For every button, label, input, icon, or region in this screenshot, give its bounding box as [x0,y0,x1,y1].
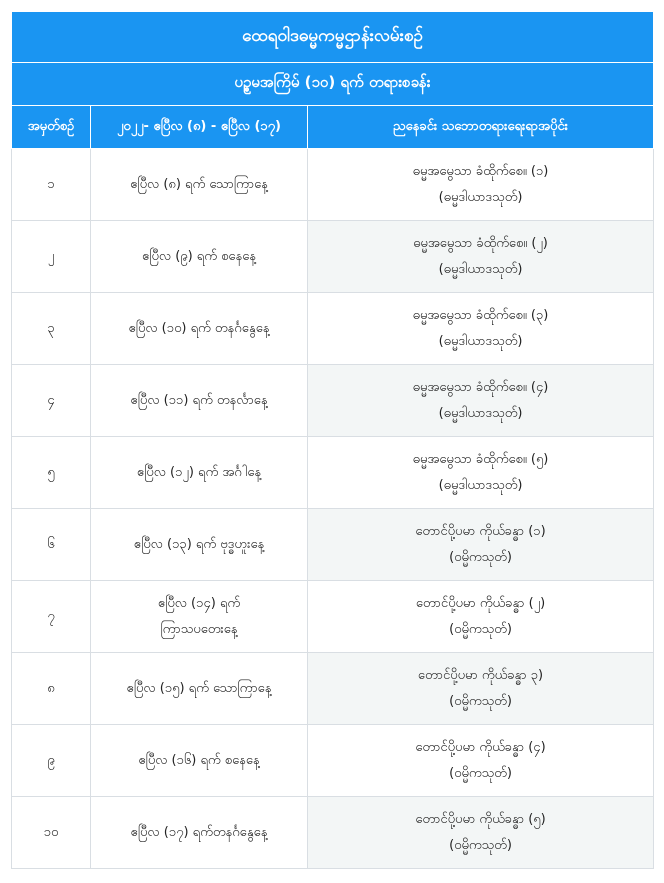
row-number: ၇ [12,581,91,653]
table-row [12,725,654,797]
row-number: ၂ [12,221,91,293]
row-topic-line: တောင်ပို့ပမာ ကိုယ်ခန္ဓာ ၃) [417,667,544,683]
row-number: ၆ [12,509,91,581]
title-row [12,12,654,63]
row-date-line: ဧပြီလ (၈) ရက် သောကြာနေ့ [130,176,268,192]
row-topic-line: ဓမ္မအမွေသာ ခံထိုက်စေ။ (၅) [412,451,549,467]
row-date-line: ဧပြီလ (၁၄) ရက် [157,595,241,611]
row-topic-line: ဓမ္မအမွေသာ ခံထိုက်စေ။ (၄) [412,379,549,395]
row-topic [308,293,654,365]
row-topic-line: (ဓမ္မဒါယာဒသုတ်) [438,261,523,277]
table-row [12,149,654,221]
row-date-line: ဧပြီလ (၁၅) ရက် သောကြာနေ့ [126,680,272,696]
row-number: ၁၀ [12,797,91,869]
row-date [91,797,308,869]
row-date-line: ဧပြီလ (၉) ရက် စနေနေ့ [141,248,257,264]
row-date [91,437,308,509]
row-number: ၃ [12,293,91,365]
row-topic [308,437,654,509]
table-row [12,365,654,437]
row-number: ၈ [12,653,91,725]
subtitle-row [12,63,654,106]
row-date-line: ဧပြီလ (၁၇) ရက်တနင်္ဂနွေနေ့ [130,824,268,840]
table-row [12,293,654,365]
row-date-line: ဧပြီလ (၁၂) ရက် အင်္ဂါနေ့ [136,464,262,480]
schedule-table [11,11,654,869]
row-topic [308,509,654,581]
row-topic-line: (ဝမ္မိကသုတ်) [449,765,512,781]
row-number: ၅ [12,437,91,509]
header-row [12,106,654,149]
table-row [12,581,654,653]
row-topic [308,149,654,221]
row-topic-line: တောင်ပို့ပမာ ကိုယ်ခန္ဓာ (၅) [415,811,546,827]
row-date [91,653,308,725]
row-date-line: ဧပြီလ (၁၃) ရက် ဗုဒ္ဓဟူးနေ့ [133,536,265,552]
row-date [91,509,308,581]
row-topic [308,653,654,725]
row-topic [308,725,654,797]
row-date-line: ကြာသပတေးနေ့ [160,621,238,637]
row-topic [308,581,654,653]
row-topic-line: (ဝမ္မိကသုတ်) [449,621,512,637]
row-number: ၁ [12,149,91,221]
row-topic [308,221,654,293]
row-date [91,293,308,365]
row-date [91,725,308,797]
row-number: ၄ [12,365,91,437]
row-date-line: ဧပြီလ (၁၀) ရက် တနင်္ဂနွေနေ့ [128,320,270,336]
row-date [91,581,308,653]
row-topic-line: တောင်ပို့ပမာ ကိုယ်ခန္ဓာ (၁) [415,523,546,539]
row-topic-line: (ဓမ္မဒါယာဒသုတ်) [438,477,523,493]
table-subtitle: ပဥ္စမအကြိမ် (၁၀) ရက် တရားစခန်း [12,63,654,106]
row-topic-line: (ဓမ္မဒါယာဒသုတ်) [438,333,523,349]
row-date [91,365,308,437]
row-date [91,149,308,221]
table-row [12,653,654,725]
row-topic-line: (ဝမ္မိကသုတ်) [449,837,512,853]
row-topic-line: ဓမ္မအမွေသာ ခံထိုက်စေ။ (၂) [413,235,548,251]
table-title: ထေရဝါဒဓမ္မကမ္မဌာန်းလမ်းစဥ် [12,12,654,63]
table-row [12,437,654,509]
row-topic [308,797,654,869]
row-topic-line: ဓမ္မအမွေသာ ခံထိုက်စေ။ (၃) [412,307,549,323]
header-no: အမှတ်စဥ် [12,106,91,149]
table-row [12,509,654,581]
table-row [12,221,654,293]
header-place: ညနေခင်း သဘောတရားရေးရာအပိုင်း [308,106,654,149]
row-date [91,221,308,293]
schedule-container [11,11,653,869]
row-date-line: ဧပြီလ (၁၁) ရက် တနင်္လာနေ့ [130,392,268,408]
table-row [12,797,654,869]
row-date-line: ဧပြီလ (၁၆) ရက် စနေနေ့ [138,752,260,768]
row-topic-line: ဓမ္မအမွေသာ ခံထိုက်စေ။ (၁) [412,163,549,179]
row-topic-line: (ဝမ္မိကသုတ်) [449,549,512,565]
row-number: ၉ [12,725,91,797]
table-body [12,149,654,869]
row-topic-line: (ဓမ္မဒါယာဒသုတ်) [438,405,523,421]
header-date: ၂၀၂၂- ဧပြီလ (၈) - ဧပြီလ (၁၇) [91,106,308,149]
row-topic-line: တောင်ပို့ပမာ ကိုယ်ခန္ဓာ (၂) [415,595,546,611]
row-topic-line: (ဝမ္မိကသုတ်) [449,693,512,709]
row-topic-line: တောင်ပို့ပမာ ကိုယ်ခန္ဓာ (၄) [415,739,546,755]
row-topic [308,365,654,437]
row-topic-line: (ဓမ္မဒါယာဒသုတ်) [438,189,523,205]
